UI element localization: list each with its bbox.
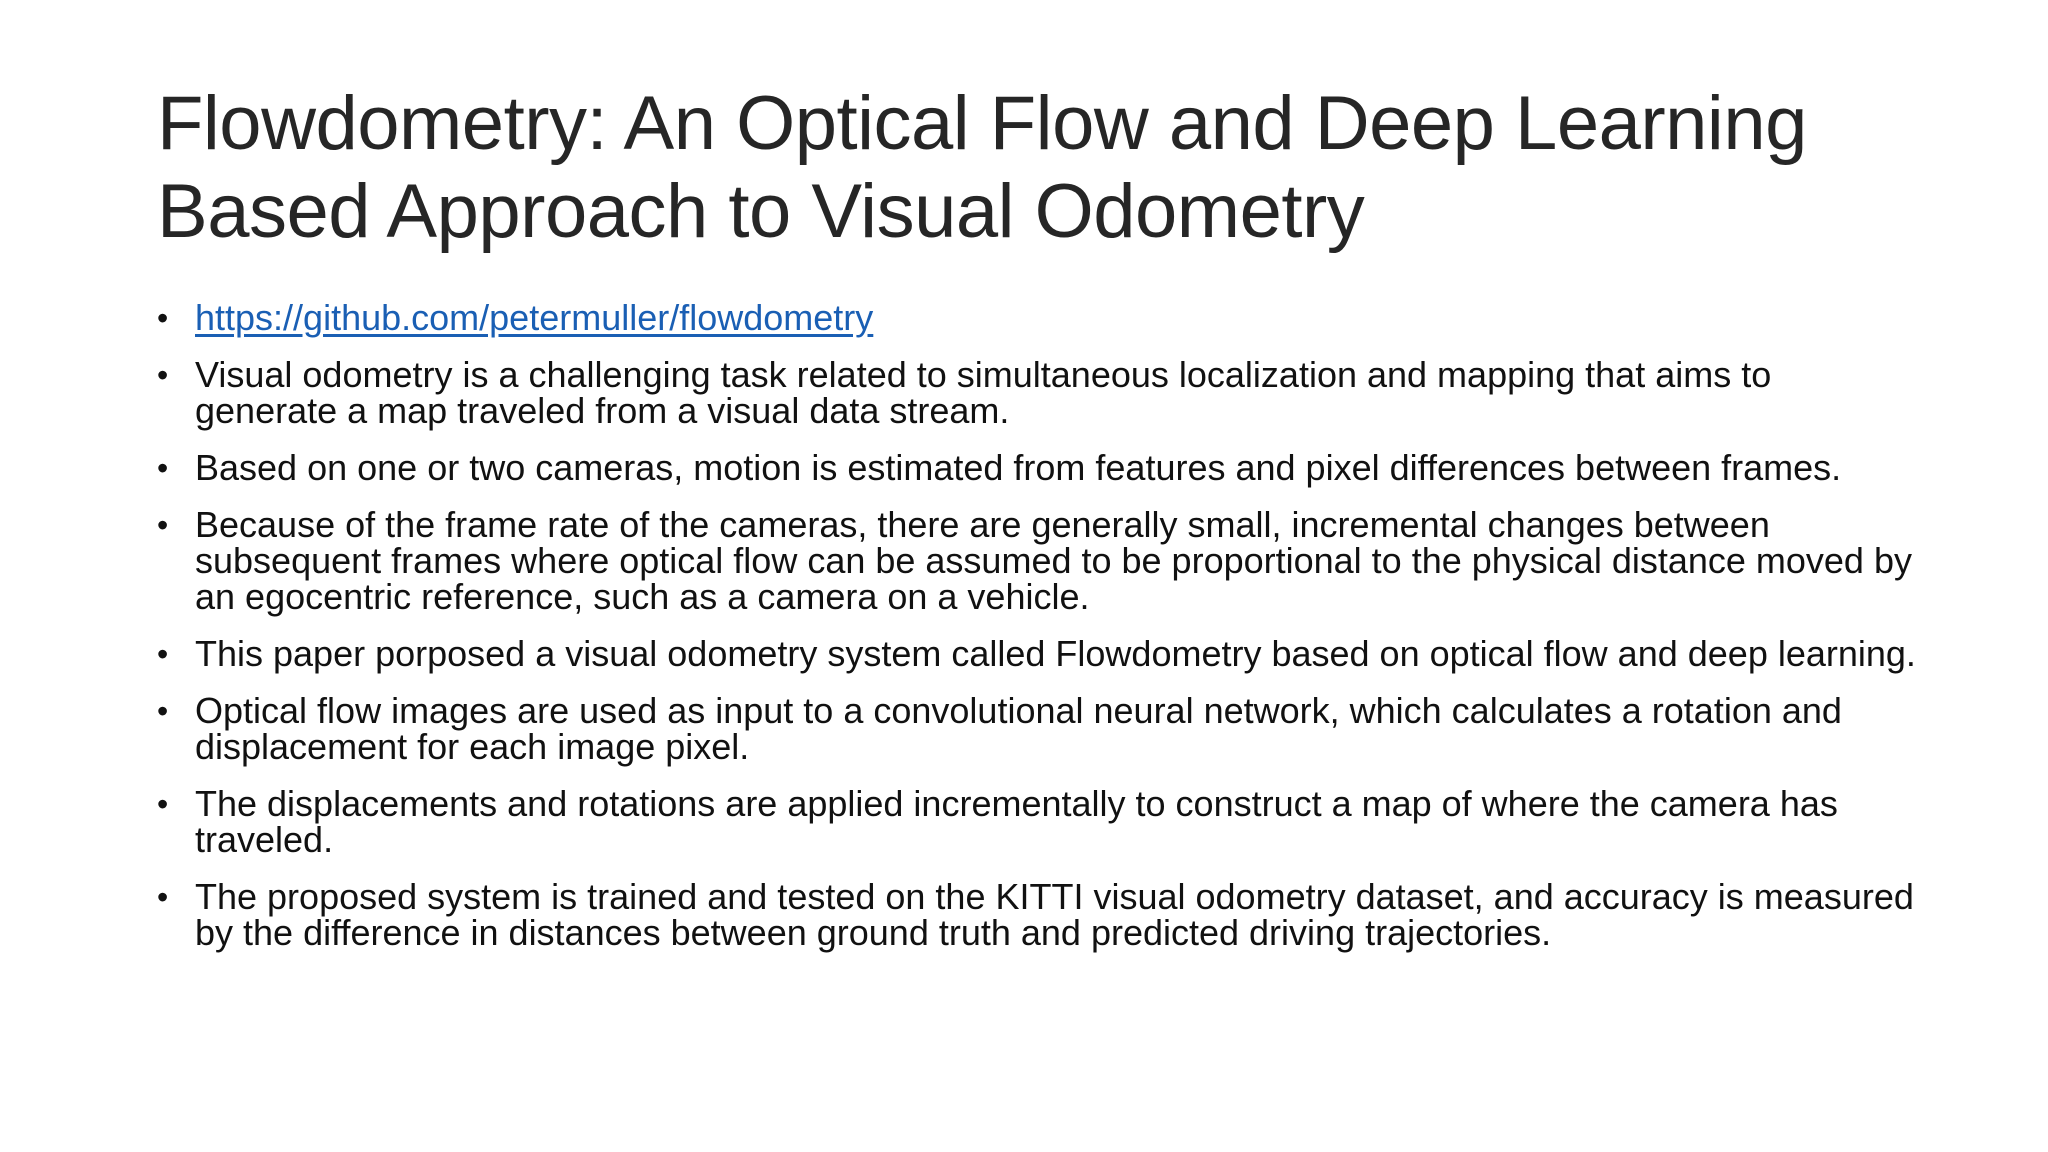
bullet-list	[157, 297, 1917, 972]
bullet-item	[157, 876, 1917, 953]
bullet-item	[157, 447, 1917, 488]
bullet-icon: •	[157, 300, 169, 336]
bullet-text: Optical flow images are used as input to a convolutional neural network, which calculates a rotation and displacement for each image pixel.	[195, 690, 1842, 767]
bullet-icon: •	[157, 786, 169, 822]
bullet-text: Based on one or two cameras, motion is estimated from features and pixel differences between frames.	[195, 447, 1842, 488]
bullet-item	[157, 504, 1917, 617]
bullet-icon: •	[157, 507, 169, 543]
bullet-icon: •	[157, 879, 169, 915]
bullet-icon: •	[157, 450, 169, 486]
bullet-item	[157, 783, 1917, 860]
bullet-icon: •	[157, 357, 169, 393]
bullet-item	[157, 633, 1917, 674]
bullet-text: The proposed system is trained and tested on the KITTI visual odometry dataset, and accuracy is measured by the difference in distances between ground truth and predicted driving trajectories.	[195, 876, 1914, 953]
title-line-1: Flowdometry: An Optical Flow and Deep Learning	[157, 81, 1807, 166]
bullet-text: Because of the frame rate of the cameras, there are generally small, incremental changes between subsequent frames where optical flow can be assumed to be proportional to the physical distance moved by an egocentric reference, such as a camera on a vehicle.	[195, 504, 1912, 617]
bullet-text: This paper porposed a visual odometry system called Flowdometry based on optical flow and deep learning.	[195, 633, 1916, 674]
bullet-text: The displacements and rotations are applied incrementally to construct a map of where the camera has traveled.	[195, 783, 1838, 860]
title-line-2: Based Approach to Visual Odometry	[157, 169, 1365, 254]
bullet-item-link	[157, 297, 1917, 338]
bullet-item	[157, 690, 1917, 767]
bullet-text: Visual odometry is a challenging task related to simultaneous localization and mapping that aims to generate a map traveled from a visual data stream.	[195, 354, 1772, 431]
github-link[interactable]: https://github.com/petermuller/flowdometry	[195, 297, 874, 338]
bullet-icon: •	[157, 636, 169, 672]
bullet-icon: •	[157, 693, 169, 729]
bullet-item	[157, 354, 1917, 431]
slide-title	[157, 80, 1937, 256]
